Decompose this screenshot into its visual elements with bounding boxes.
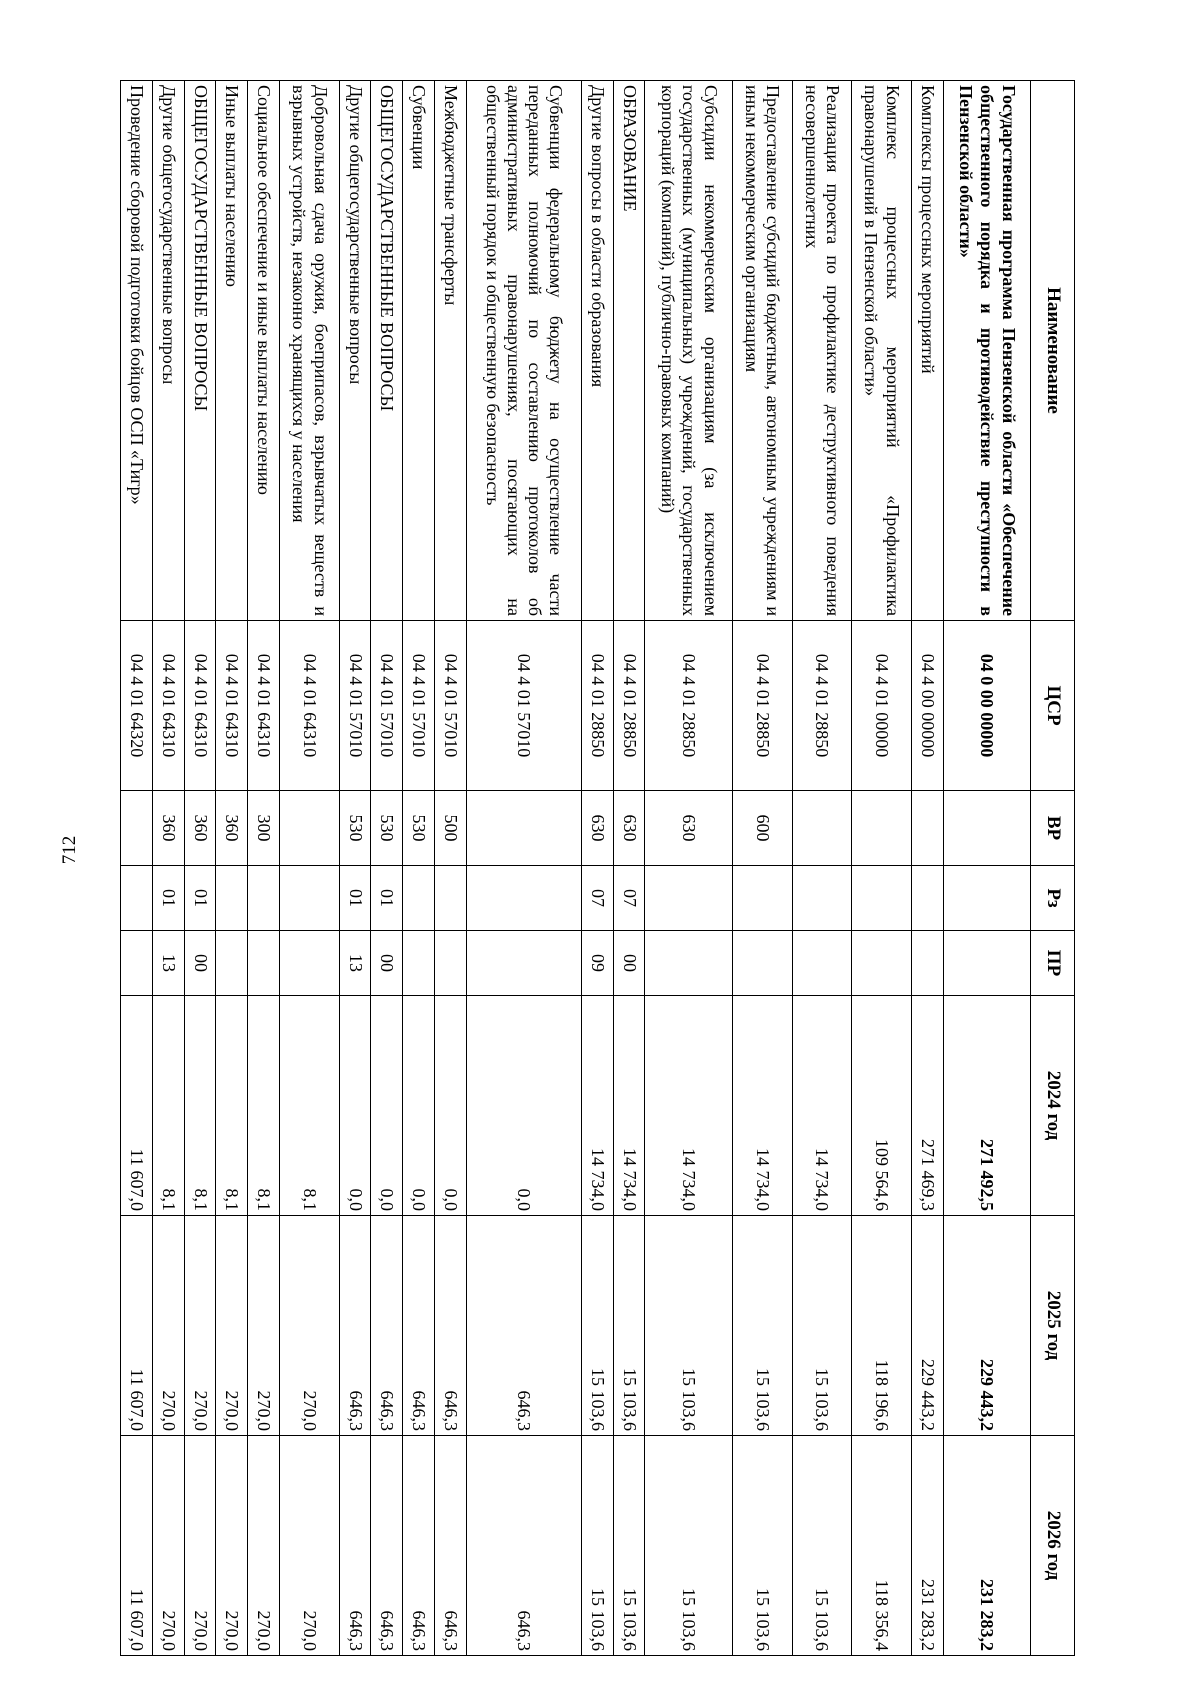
cell-2025: 270,0 — [248, 1216, 280, 1436]
cell-2025: 646,3 — [403, 1216, 435, 1436]
cell-2024: 8,1 — [280, 996, 340, 1216]
cell-2025: 270,0 — [184, 1216, 216, 1436]
cell-csr: 04 4 01 57010 — [371, 621, 403, 791]
cell-rz — [403, 866, 435, 931]
cell-2024: 271 469,3 — [911, 996, 943, 1216]
cell-2024: 0,0 — [339, 996, 371, 1216]
cell-csr: 04 4 01 64310 — [152, 621, 184, 791]
cell-2025: 118 196,6 — [852, 1216, 912, 1436]
cell-name: Предоставление субсидий бюджетным, автономным учреждениям и иным некоммерческим организациям — [732, 81, 792, 621]
cell-2026: 270,0 — [216, 1436, 248, 1656]
cell-2026: 231 283,2 — [911, 1436, 943, 1656]
table-row — [852, 81, 912, 1656]
cell-csr: 04 4 01 64310 — [184, 621, 216, 791]
table-row — [339, 81, 371, 1656]
cell-csr: 04 4 01 64310 — [216, 621, 248, 791]
cell-csr: 04 4 01 57010 — [403, 621, 435, 791]
table-header-row — [1031, 81, 1075, 1656]
header-vr: ВР — [1031, 791, 1075, 866]
cell-csr: 04 4 01 64320 — [121, 621, 153, 791]
cell-rz — [466, 866, 581, 931]
cell-rz: 01 — [184, 866, 216, 931]
cell-2024: 8,1 — [152, 996, 184, 1216]
cell-2024: 8,1 — [184, 996, 216, 1216]
cell-2024: 8,1 — [216, 996, 248, 1216]
cell-name: Государственная программа Пензенской области «Обеспечение общественного порядка и противодействие преступности в Пензенской области» — [943, 81, 1030, 621]
cell-vr: 360 — [152, 791, 184, 866]
table-row — [911, 81, 943, 1656]
cell-name: Субвенции — [403, 81, 435, 621]
cell-pr — [280, 931, 340, 996]
table-row — [121, 81, 153, 1656]
cell-2024: 8,1 — [248, 996, 280, 1216]
cell-2025: 15 103,6 — [613, 1216, 645, 1436]
cell-name: Субвенции федеральному бюджету на осуществление части переданных полномочий по составлению протоколов об административных правонарушениях, посягающих на общественный порядок и общественную безопасность — [466, 81, 581, 621]
cell-csr: 04 4 01 64310 — [280, 621, 340, 791]
cell-2026: 646,3 — [434, 1436, 466, 1656]
cell-vr: 300 — [248, 791, 280, 866]
cell-name: Комплекс процессных мероприятий «Профилактика правонарушений в Пензенской области» — [852, 81, 912, 621]
cell-name: ОБЩЕГОСУДАРСТВЕННЫЕ ВОПРОСЫ — [184, 81, 216, 621]
header-pr: ПР — [1031, 931, 1075, 996]
cell-2026: 11 607,0 — [121, 1436, 153, 1656]
cell-pr — [403, 931, 435, 996]
table-row — [152, 81, 184, 1656]
cell-csr: 04 4 01 57010 — [434, 621, 466, 791]
cell-2025: 15 103,6 — [581, 1216, 613, 1436]
cell-csr: 04 4 01 00000 — [852, 621, 912, 791]
cell-name: ОБЩЕГОСУДАРСТВЕННЫЕ ВОПРОСЫ — [371, 81, 403, 621]
cell-pr — [911, 931, 943, 996]
cell-2025: 646,3 — [339, 1216, 371, 1436]
cell-csr: 04 4 00 00000 — [911, 621, 943, 791]
cell-vr — [280, 791, 340, 866]
cell-vr — [911, 791, 943, 866]
cell-rz — [280, 866, 340, 931]
cell-pr — [852, 931, 912, 996]
cell-vr — [466, 791, 581, 866]
cell-vr: 360 — [216, 791, 248, 866]
cell-vr: 530 — [339, 791, 371, 866]
cell-2024: 14 734,0 — [613, 996, 645, 1216]
cell-vr: 630 — [645, 791, 732, 866]
cell-name: Субсидии некоммерческим организациям (за исключением государственных (муниципальных) учреждений, государственных корпораций (компаний), публично-правовых компаний) — [645, 81, 732, 621]
cell-2024: 109 564,6 — [852, 996, 912, 1216]
cell-vr: 630 — [581, 791, 613, 866]
cell-vr: 360 — [184, 791, 216, 866]
cell-name: ОБРАЗОВАНИЕ — [613, 81, 645, 621]
cell-2026: 15 103,6 — [645, 1436, 732, 1656]
cell-rz — [911, 866, 943, 931]
header-rz: Рз — [1031, 866, 1075, 931]
table-row — [466, 81, 581, 1656]
cell-pr: 00 — [371, 931, 403, 996]
cell-pr — [645, 931, 732, 996]
cell-rz: 07 — [581, 866, 613, 931]
table-row — [645, 81, 732, 1656]
cell-rz — [792, 866, 852, 931]
cell-2026: 270,0 — [248, 1436, 280, 1656]
cell-2024: 14 734,0 — [645, 996, 732, 1216]
cell-2026: 270,0 — [184, 1436, 216, 1656]
cell-2025: 229 443,2 — [911, 1216, 943, 1436]
cell-pr: 13 — [152, 931, 184, 996]
cell-2026: 15 103,6 — [581, 1436, 613, 1656]
cell-2026: 15 103,6 — [792, 1436, 852, 1656]
cell-2026: 646,3 — [371, 1436, 403, 1656]
cell-2024: 0,0 — [371, 996, 403, 1216]
cell-pr — [466, 931, 581, 996]
cell-csr: 04 4 01 64310 — [248, 621, 280, 791]
cell-2024: 14 734,0 — [581, 996, 613, 1216]
cell-vr — [792, 791, 852, 866]
cell-2025: 646,3 — [371, 1216, 403, 1436]
table-row — [732, 81, 792, 1656]
cell-2025: 270,0 — [216, 1216, 248, 1436]
header-2024: 2024 год — [1031, 996, 1075, 1216]
cell-2024: 14 734,0 — [792, 996, 852, 1216]
cell-2025: 15 103,6 — [645, 1216, 732, 1436]
header-2026: 2026 год — [1031, 1436, 1075, 1656]
cell-rz — [732, 866, 792, 931]
cell-rz: 01 — [339, 866, 371, 931]
cell-pr: 09 — [581, 931, 613, 996]
table-row — [280, 81, 340, 1656]
table-row — [581, 81, 613, 1656]
table-row — [792, 81, 852, 1656]
cell-rz: 07 — [613, 866, 645, 931]
cell-vr: 500 — [434, 791, 466, 866]
cell-vr — [943, 791, 1030, 866]
cell-csr: 04 0 00 00000 — [943, 621, 1030, 791]
cell-rz — [645, 866, 732, 931]
cell-csr: 04 4 01 28850 — [792, 621, 852, 791]
cell-vr — [121, 791, 153, 866]
cell-pr — [943, 931, 1030, 996]
table-body — [121, 81, 1031, 1656]
cell-2024: 14 734,0 — [732, 996, 792, 1216]
cell-2026: 15 103,6 — [732, 1436, 792, 1656]
cell-pr: 00 — [184, 931, 216, 996]
cell-rz — [434, 866, 466, 931]
cell-pr — [732, 931, 792, 996]
cell-csr: 04 4 01 28850 — [613, 621, 645, 791]
cell-name: Комплексы процессных мероприятий — [911, 81, 943, 621]
budget-table — [120, 80, 1075, 1656]
cell-2024: 0,0 — [434, 996, 466, 1216]
cell-2025: 270,0 — [152, 1216, 184, 1436]
cell-rz: 01 — [152, 866, 184, 931]
cell-2026: 270,0 — [280, 1436, 340, 1656]
cell-2024: 11 607,0 — [121, 996, 153, 1216]
cell-name: Другие общегосударственные вопросы — [339, 81, 371, 621]
table-row — [613, 81, 645, 1656]
cell-name: Реализация проекта по профилактике деструктивного поведения несовершеннолетних — [792, 81, 852, 621]
cell-rz — [943, 866, 1030, 931]
cell-pr — [121, 931, 153, 996]
cell-pr: 13 — [339, 931, 371, 996]
cell-vr: 530 — [371, 791, 403, 866]
cell-name: Другие вопросы в области образования — [581, 81, 613, 621]
table-row — [371, 81, 403, 1656]
cell-2026: 231 283,2 — [943, 1436, 1030, 1656]
cell-2025: 15 103,6 — [792, 1216, 852, 1436]
cell-2026: 270,0 — [152, 1436, 184, 1656]
cell-vr: 630 — [613, 791, 645, 866]
page-number: 712 — [59, 835, 80, 865]
cell-pr — [216, 931, 248, 996]
cell-2025: 646,3 — [434, 1216, 466, 1436]
cell-name: Иные выплаты населению — [216, 81, 248, 621]
cell-csr: 04 4 01 28850 — [732, 621, 792, 791]
cell-rz — [216, 866, 248, 931]
rotated-table-frame — [120, 80, 1075, 1655]
cell-2025: 15 103,6 — [732, 1216, 792, 1436]
table-row — [248, 81, 280, 1656]
cell-2026: 646,3 — [339, 1436, 371, 1656]
cell-csr: 04 4 01 28850 — [581, 621, 613, 791]
cell-2024: 0,0 — [403, 996, 435, 1216]
cell-2025: 646,3 — [466, 1216, 581, 1436]
table-row — [403, 81, 435, 1656]
header-2025: 2025 год — [1031, 1216, 1075, 1436]
header-csr: ЦСР — [1031, 621, 1075, 791]
cell-rz: 01 — [371, 866, 403, 931]
cell-vr: 600 — [732, 791, 792, 866]
cell-name: Добровольная сдача оружия, боеприпасов, взрывчатых веществ и взрывных устройств, незаконно хранящихся у населения — [280, 81, 340, 621]
table-row — [434, 81, 466, 1656]
cell-rz — [248, 866, 280, 931]
cell-2025: 229 443,2 — [943, 1216, 1030, 1436]
cell-name: Социальное обеспечение и иные выплаты населению — [248, 81, 280, 621]
cell-name: Другие общегосударственные вопросы — [152, 81, 184, 621]
table-row — [216, 81, 248, 1656]
cell-name: Межбюджетные трансферты — [434, 81, 466, 621]
table-row — [184, 81, 216, 1656]
cell-2025: 11 607,0 — [121, 1216, 153, 1436]
cell-2026: 118 356,4 — [852, 1436, 912, 1656]
cell-vr: 530 — [403, 791, 435, 866]
table-row — [943, 81, 1030, 1656]
cell-csr: 04 4 01 28850 — [645, 621, 732, 791]
cell-csr: 04 4 01 57010 — [466, 621, 581, 791]
cell-pr: 00 — [613, 931, 645, 996]
cell-csr: 04 4 01 57010 — [339, 621, 371, 791]
cell-pr — [248, 931, 280, 996]
cell-2024: 271 492,5 — [943, 996, 1030, 1216]
cell-pr — [434, 931, 466, 996]
cell-2026: 15 103,6 — [613, 1436, 645, 1656]
cell-rz — [121, 866, 153, 931]
cell-2025: 270,0 — [280, 1216, 340, 1436]
cell-vr — [852, 791, 912, 866]
cell-pr — [792, 931, 852, 996]
header-name: Наименование — [1031, 81, 1075, 621]
cell-rz — [852, 866, 912, 931]
cell-name: Проведение сборовой подготовки бойцов ОСП «Тигр» — [121, 81, 153, 621]
cell-2026: 646,3 — [466, 1436, 581, 1656]
cell-2024: 0,0 — [466, 996, 581, 1216]
cell-2026: 646,3 — [403, 1436, 435, 1656]
